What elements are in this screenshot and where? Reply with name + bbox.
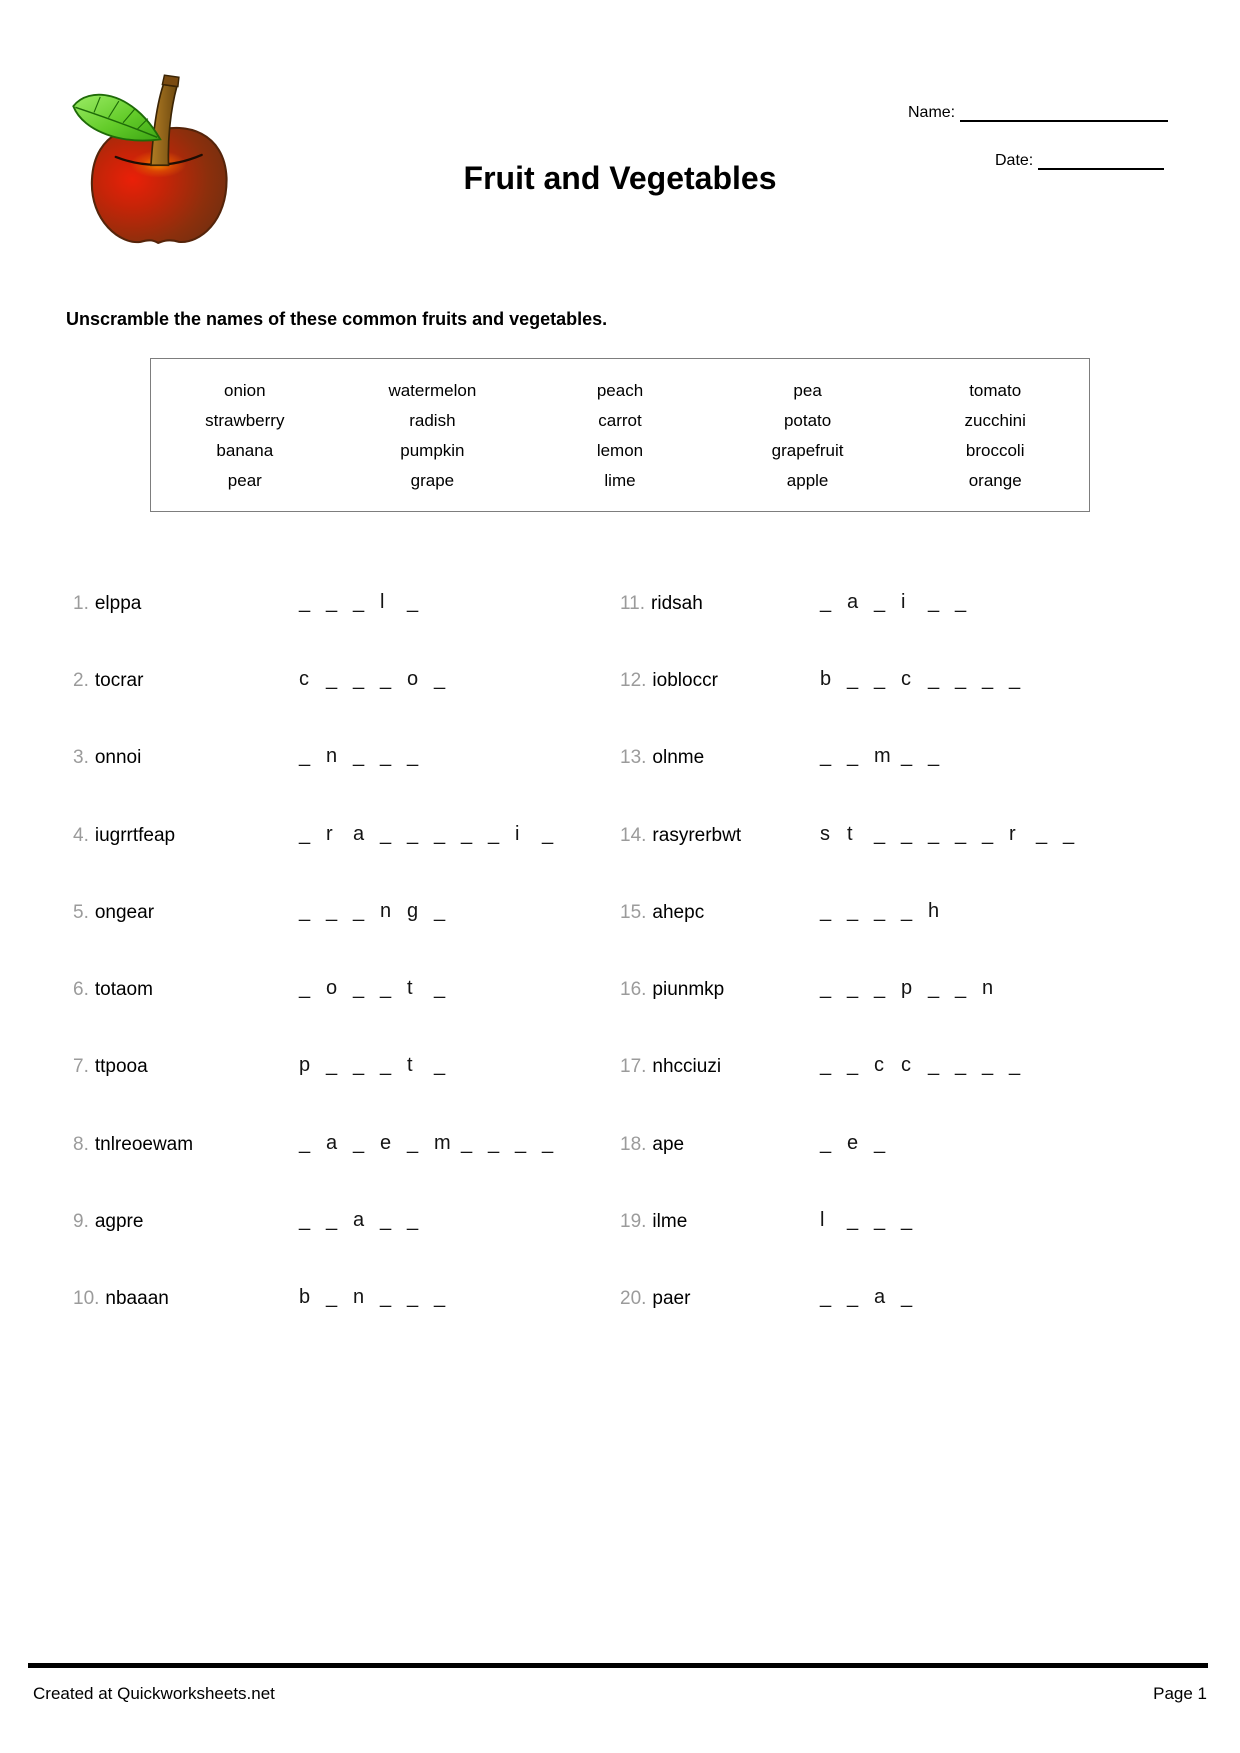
blank-slot: _ [407,591,419,613]
name-field [908,104,1168,122]
scrambled-word: iugrrtfeap [94,825,176,846]
word-bank-word: broccoli [965,441,1025,460]
hint-letter: b [820,668,832,690]
blank-slot: _ [820,1132,832,1154]
blank-slot: _ [407,1209,419,1231]
scrambled-word: onnoi [94,747,142,768]
puzzle-item [620,825,1180,855]
blank-slot: _ [299,977,311,999]
puzzle-number: 7. [73,1056,89,1077]
puzzle-number: 2. [73,670,89,691]
puzzle-item [620,1056,1180,1086]
puzzle-item [73,1134,613,1164]
hint-letter: e [380,1132,392,1154]
blank-slot: _ [928,977,940,999]
word-bank-word: onion [223,381,266,400]
answer-pattern [820,1209,928,1232]
answer-pattern [820,1054,1036,1077]
word-bank-word: grapefruit [771,441,844,460]
word-bank-word: potato [783,411,832,430]
blank-slot: _ [434,823,446,845]
hint-letter: t [847,823,853,845]
blank-slot: _ [874,668,886,690]
blank-slot: _ [353,977,365,999]
blank-slot: _ [299,900,311,922]
blank-slot: _ [1063,823,1075,845]
word-bank-word: tomato [969,381,1022,400]
answer-pattern [820,668,1036,691]
word-bank-column [526,376,714,511]
word-bank-word: lemon [596,441,644,460]
blank-slot: _ [515,1132,527,1154]
hint-letter: o [326,977,338,999]
hint-letter: n [982,977,994,999]
blank-slot: _ [820,977,832,999]
blank-slot: _ [1009,1054,1021,1076]
hint-letter: n [353,1286,365,1308]
answer-pattern [820,977,1009,1000]
answer-pattern [820,1132,901,1155]
puzzle-item [620,670,1180,700]
word-bank-word: carrot [598,411,642,430]
blank-slot: _ [874,977,886,999]
puzzle-number: 18. [620,1134,647,1155]
puzzle-number: 4. [73,825,89,846]
hint-letter: p [901,977,913,999]
puzzle-number: 11. [620,593,646,614]
hint-letter: m [874,745,891,767]
blank-slot: _ [955,591,967,613]
page-title: Fruit and Vegetables [463,160,777,196]
hint-letter: n [380,900,392,922]
blank-slot: _ [434,668,446,690]
blank-slot: _ [901,823,913,845]
blank-slot: _ [928,668,940,690]
answer-pattern [299,668,461,691]
puzzle-item [73,902,613,932]
puzzle-item [620,747,1180,777]
blank-slot: _ [380,668,392,690]
blank-slot: _ [874,823,886,845]
puzzle-item [73,670,613,700]
blank-slot: _ [982,668,994,690]
hint-letter: a [353,823,365,845]
puzzle-item [620,1288,1180,1318]
answer-pattern [820,900,955,923]
hint-letter: a [353,1209,365,1231]
hint-letter: c [901,668,911,690]
puzzle-number: 6. [73,979,89,1000]
blank-slot: _ [542,1132,554,1154]
hint-letter: l [820,1209,825,1231]
blank-slot: _ [928,745,940,767]
blank-slot: _ [820,1286,832,1308]
hint-letter: p [299,1054,311,1076]
date-fill-line [1038,152,1164,170]
blank-slot: _ [1036,823,1048,845]
blank-slot: _ [847,1054,859,1076]
blank-slot: _ [901,1209,913,1231]
blank-slot: _ [380,1286,392,1308]
blank-slot: _ [380,977,392,999]
blank-slot: _ [1009,668,1021,690]
date-label: Date: [995,152,1034,169]
puzzle-number: 19. [620,1211,647,1232]
answer-pattern [299,823,569,846]
scrambled-word: totaom [94,979,153,1000]
puzzle-number: 3. [73,747,89,768]
blank-slot: _ [299,1132,311,1154]
answer-pattern [299,1286,461,1309]
scrambled-word: olnme [652,747,705,768]
blank-slot: _ [380,823,392,845]
puzzle-number: 10. [73,1288,100,1309]
blank-slot: _ [847,745,859,767]
scrambled-word: rasyrerbwt [652,825,742,846]
blank-slot: _ [542,823,554,845]
blank-slot: _ [434,1054,446,1076]
puzzle-number: 5. [73,902,89,923]
scrambled-word: tnlreoewam [94,1134,194,1155]
word-bank-column [151,376,339,511]
puzzle-number: 20. [620,1288,647,1309]
puzzle-number: 16. [620,979,647,1000]
hint-letter: t [407,977,413,999]
scrambled-word: elppa [94,593,142,614]
puzzle-number: 15. [620,902,647,923]
blank-slot: _ [901,745,913,767]
puzzle-number: 17. [620,1056,647,1077]
blank-slot: _ [326,1209,338,1231]
blank-slot: _ [353,591,365,613]
hint-letter: b [299,1286,311,1308]
hint-letter: c [874,1054,884,1076]
blank-slot: _ [820,1054,832,1076]
hint-letter: c [901,1054,911,1076]
answer-pattern [299,591,434,614]
word-bank-word: strawberry [205,411,285,430]
blank-slot: _ [299,823,311,845]
puzzle-item [620,979,1180,1009]
blank-slot: _ [488,823,500,845]
page-number: Page 1 [1153,1684,1207,1703]
blank-slot: _ [928,1054,940,1076]
blank-slot: _ [407,823,419,845]
word-bank-word: peach [596,381,644,400]
blank-slot: _ [982,1054,994,1076]
hint-letter: a [326,1132,338,1154]
hint-letter: o [407,668,419,690]
blank-slot: _ [407,745,419,767]
blank-slot: _ [353,1132,365,1154]
puzzle-number: 12. [620,670,647,691]
answer-pattern [820,591,982,614]
word-bank-word: orange [968,471,1022,490]
hint-letter: l [380,591,385,613]
scrambled-word: ilme [652,1211,688,1232]
puzzle-number: 14. [620,825,647,846]
word-bank-word: radish [409,411,456,430]
scrambled-word: nbaaan [105,1288,169,1309]
date-field [995,152,1164,170]
hint-letter: s [820,823,830,845]
puzzle-item [620,593,1180,623]
scrambled-word: nhcciuzi [652,1056,722,1077]
answer-pattern [299,745,434,768]
blank-slot: _ [326,591,338,613]
hint-letter: t [407,1054,413,1076]
blank-slot: _ [874,900,886,922]
blank-slot: _ [380,745,392,767]
scrambled-word: paer [652,1288,691,1309]
blank-slot: _ [353,1054,365,1076]
blank-slot: _ [928,823,940,845]
blank-slot: _ [380,1054,392,1076]
blank-slot: _ [847,977,859,999]
word-bank-word: watermelon [388,381,477,400]
hint-letter: r [1009,823,1016,845]
answer-pattern [299,1209,434,1232]
answer-pattern [299,977,461,1000]
word-bank-word: apple [786,471,829,490]
blank-slot: _ [847,900,859,922]
apple-illustration-icon [68,70,236,246]
hint-letter: a [847,591,859,613]
word-bank-column [901,376,1089,511]
answer-pattern [820,823,1090,846]
blank-slot: _ [434,977,446,999]
scrambled-word: tocrar [94,670,144,691]
blank-slot: _ [353,900,365,922]
blank-slot: _ [847,1209,859,1231]
footer-credit: Created at Quickworksheets.net [33,1684,275,1703]
hint-letter: r [326,823,333,845]
blank-slot: _ [299,1209,311,1231]
blank-slot: _ [955,823,967,845]
blank-slot: _ [299,591,311,613]
puzzle-number: 8. [73,1134,89,1155]
blank-slot: _ [874,591,886,613]
puzzle-item [620,1134,1180,1164]
blank-slot: _ [488,1132,500,1154]
blank-slot: _ [326,900,338,922]
blank-slot: _ [847,1286,859,1308]
puzzle-item [73,1211,613,1241]
word-bank-word: pumpkin [400,441,465,460]
name-fill-line [960,104,1168,122]
word-bank-word: zucchini [964,411,1026,430]
answer-pattern [299,900,461,923]
word-bank-word: pea [793,381,822,400]
hint-letter: i [901,591,906,613]
blank-slot: _ [928,591,940,613]
blank-slot: _ [326,1286,338,1308]
blank-slot: _ [326,1054,338,1076]
blank-slot: _ [874,1209,886,1231]
answer-pattern [820,1286,928,1309]
blank-slot: _ [461,1132,473,1154]
blank-slot: _ [326,668,338,690]
hint-letter: m [434,1132,451,1154]
blank-slot: _ [847,668,859,690]
blank-slot: _ [434,1286,446,1308]
hint-letter: a [874,1286,886,1308]
scrambled-word: ahepc [652,902,705,923]
blank-slot: _ [955,977,967,999]
blank-slot: _ [820,591,832,613]
puzzle-item [73,593,613,623]
blank-slot: _ [407,1286,419,1308]
hint-letter: e [847,1132,859,1154]
answer-pattern [299,1054,461,1077]
word-bank-word: grape [410,471,455,490]
blank-slot: _ [299,745,311,767]
hint-letter: c [299,668,309,690]
hint-letter: g [407,900,419,922]
scrambled-word: ape [652,1134,685,1155]
hint-letter: n [326,745,338,767]
scrambled-word: ongear [94,902,155,923]
puzzle-number: 9. [73,1211,89,1232]
answer-pattern [820,745,955,768]
word-bank-word: banana [216,441,274,460]
blank-slot: _ [955,1054,967,1076]
instruction-text: Unscramble the names of these common fruits and vegetables. [66,309,608,329]
blank-slot: _ [353,745,365,767]
blank-slot: _ [820,745,832,767]
scrambled-word: piunmkp [652,979,725,1000]
word-bank-word: pear [227,471,262,490]
blank-slot: _ [901,1286,913,1308]
puzzle-item [620,902,1180,932]
blank-slot: _ [820,900,832,922]
scrambled-word: ridsah [651,593,703,614]
puzzle-item [73,1056,613,1086]
blank-slot: _ [955,668,967,690]
blank-slot: _ [434,900,446,922]
answer-pattern [299,1132,569,1155]
word-bank-column [339,376,527,511]
puzzle-item [73,1288,613,1318]
puzzle-item [73,979,613,1009]
word-bank [150,358,1090,512]
puzzle-item [620,1211,1180,1241]
name-label: Name: [908,104,956,121]
scrambled-word: agpre [94,1211,144,1232]
word-bank-column [714,376,902,511]
blank-slot: _ [461,823,473,845]
blank-slot: _ [380,1209,392,1231]
puzzle-number: 1. [73,593,89,614]
puzzle-item [73,825,613,855]
blank-slot: _ [353,668,365,690]
scrambled-word: iobloccr [652,670,718,691]
hint-letter: i [515,823,520,845]
scrambled-word: ttpooa [94,1056,148,1077]
word-bank-word: lime [604,471,636,490]
puzzle-item [73,747,613,777]
footer-divider [28,1663,1208,1668]
hint-letter: h [928,900,940,922]
blank-slot: _ [901,900,913,922]
blank-slot: _ [982,823,994,845]
blank-slot: _ [407,1132,419,1154]
blank-slot: _ [874,1132,886,1154]
puzzle-number: 13. [620,747,647,768]
